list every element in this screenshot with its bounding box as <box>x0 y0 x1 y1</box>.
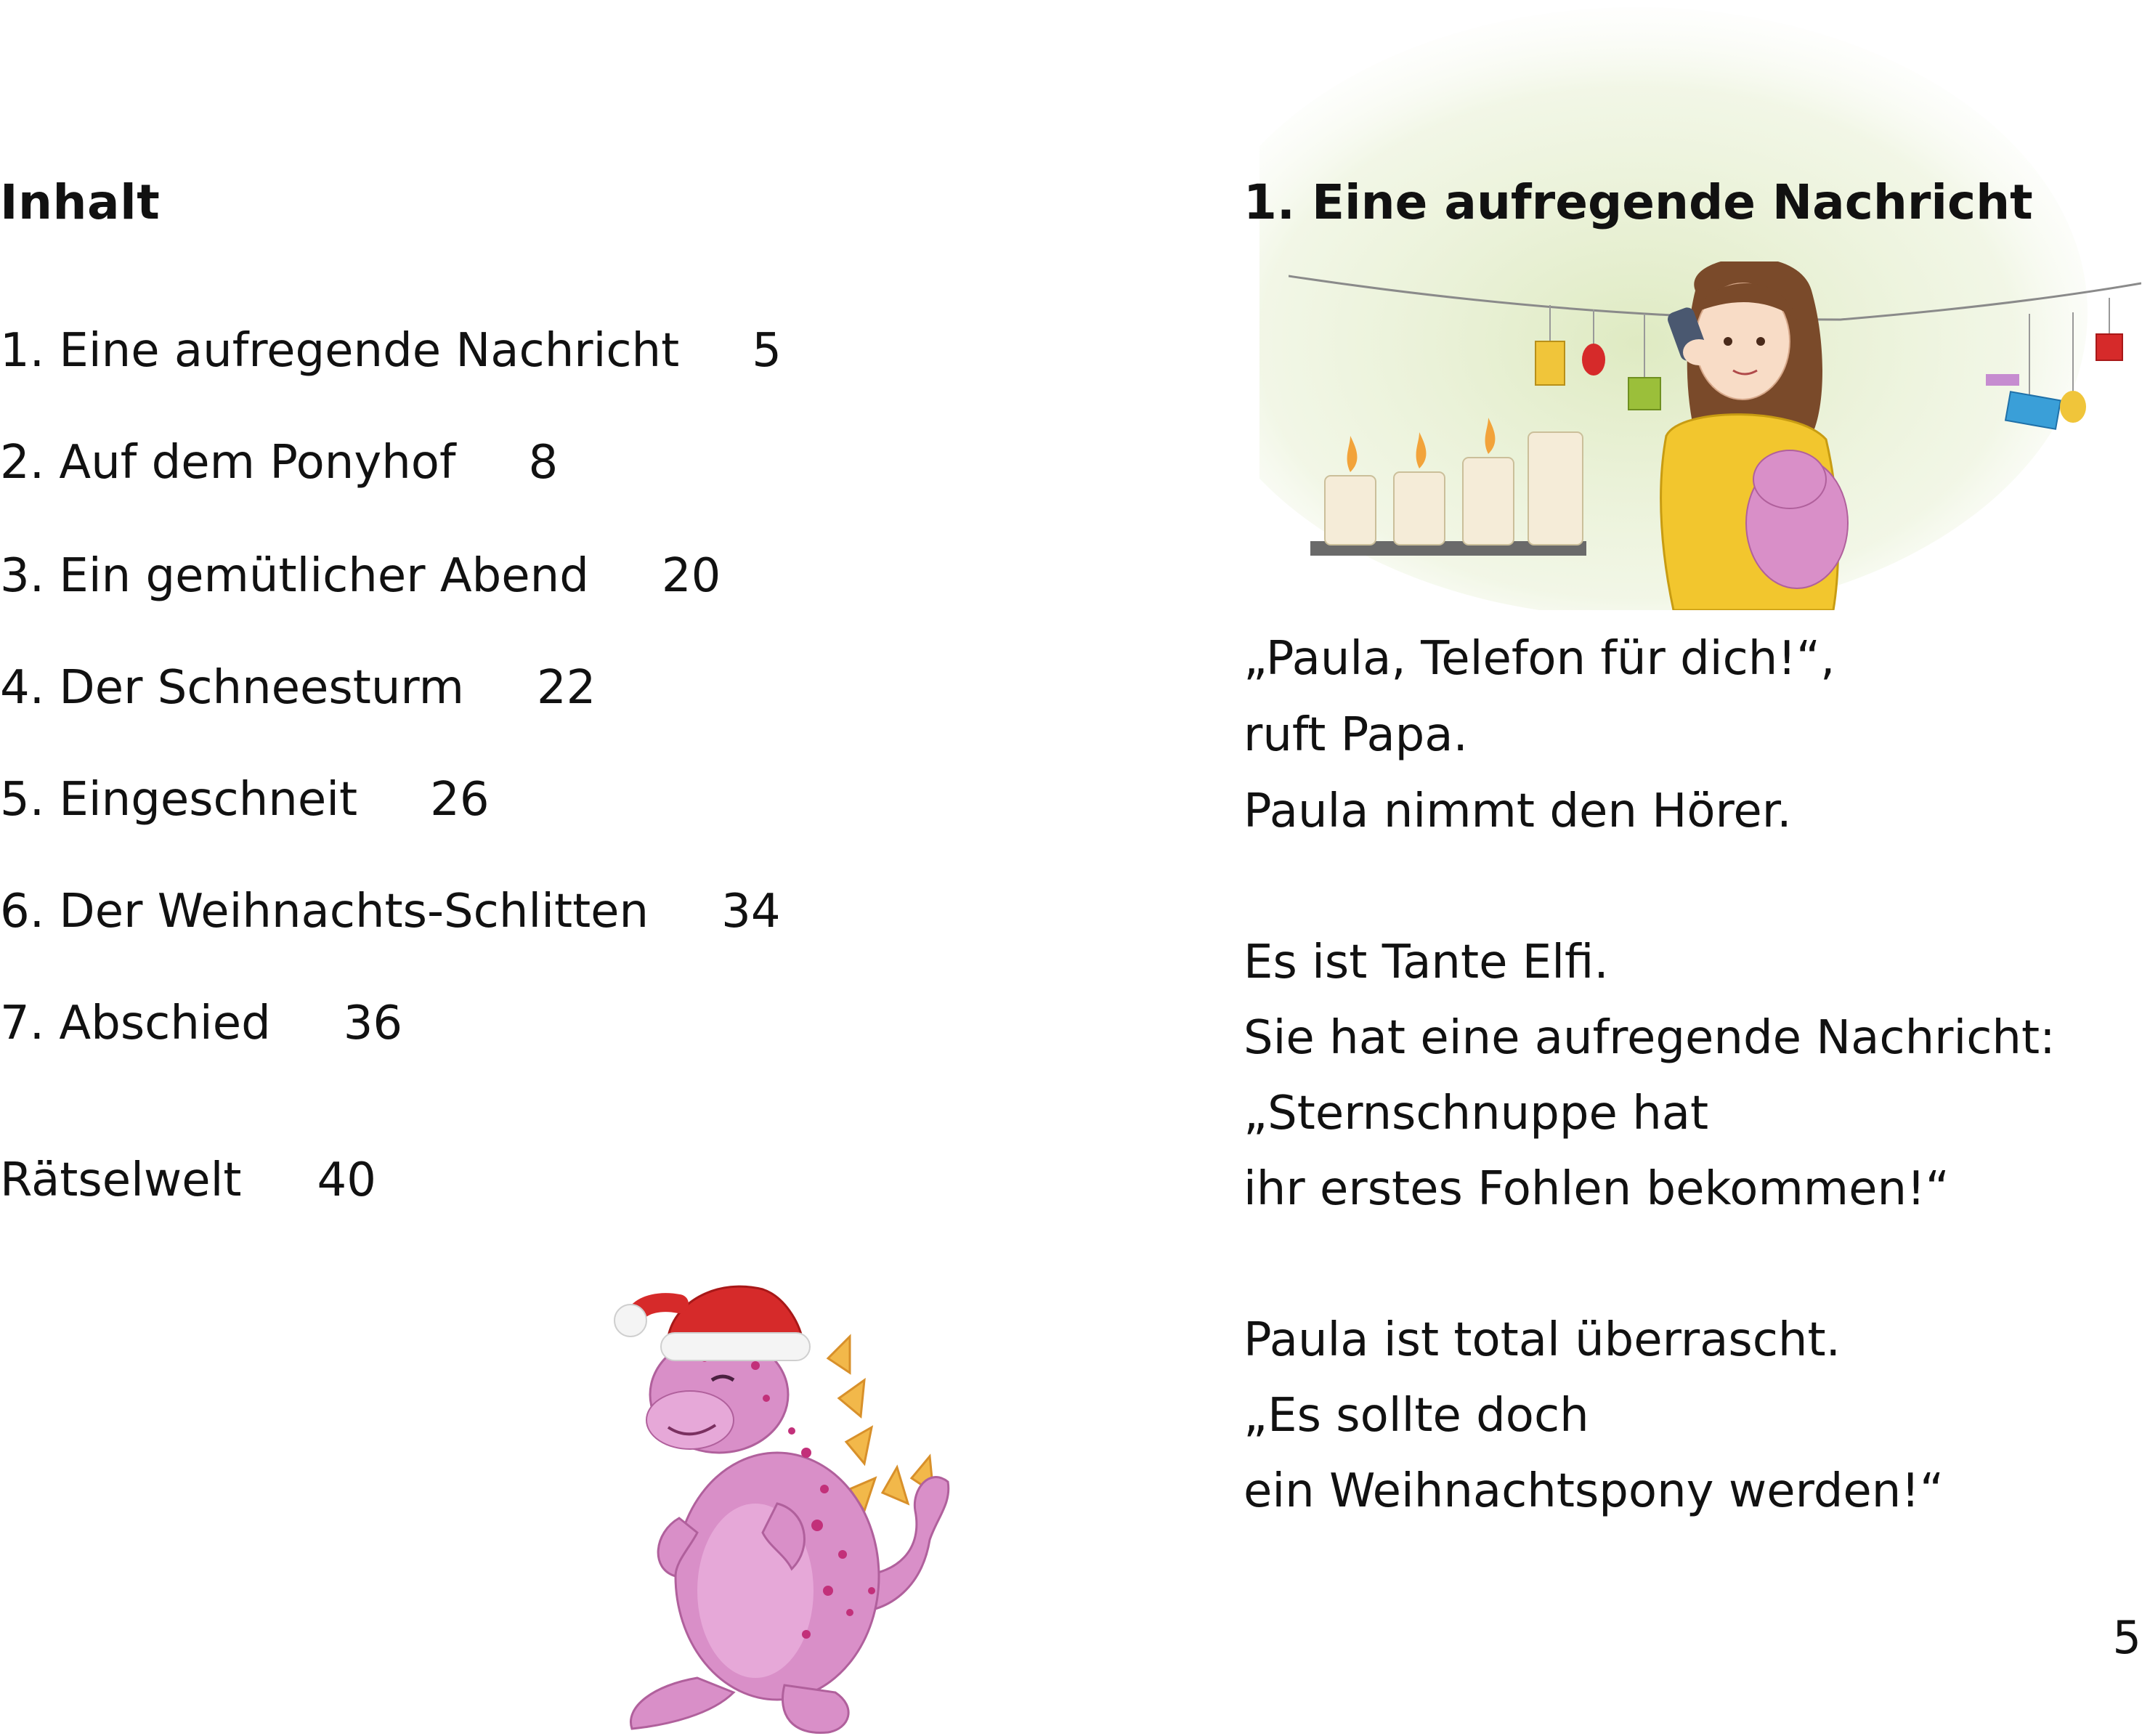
story-line-10: ein Weihnachtspony werden!“ <box>1244 1464 1944 1518</box>
toc-heading: Inhalt <box>0 174 161 230</box>
story-line-8: Paula ist total überrascht. <box>1244 1313 1841 1367</box>
paula-phone-illustration <box>1289 261 2141 610</box>
toc-entry-page: 20 <box>661 549 721 603</box>
toc-entry-title: 1. Eine aufregende Nachricht <box>0 324 680 378</box>
dragon-illustration <box>610 1271 959 1736</box>
chapter-heading: 1. Eine aufregende Nachricht <box>1244 174 2033 230</box>
toc-entry-title: Rätselwelt <box>0 1153 242 1207</box>
dragon-foot-right <box>783 1685 849 1733</box>
toc-entry-page: 5 <box>752 324 782 378</box>
right-page <box>1071 0 2141 1733</box>
toc-entry-page: 36 <box>343 997 403 1050</box>
story-line-3: Paula nimmt den Hörer. <box>1244 784 1792 838</box>
toc-entry-title: 6. Der Weihnachts-Schlitten <box>0 885 649 938</box>
toc-entry-title: 4. Der Schneesturm <box>0 661 464 715</box>
santa-hat-icon <box>614 1286 810 1360</box>
story-line-2: ruft Papa. <box>1244 708 1468 762</box>
toc-entry-6[interactable] <box>0 885 781 938</box>
toc-entry-7[interactable] <box>0 997 402 1050</box>
story-line-9: „Es sollte doch <box>1244 1389 1589 1443</box>
toc-entry-title: 3. Ein gemütlicher Abend <box>0 549 589 603</box>
advent-candles <box>1310 418 1586 556</box>
toc-entry-page: 8 <box>528 436 559 490</box>
toc-entry-title: 2. Auf dem Ponyhof <box>0 436 456 490</box>
toc-entry-4[interactable] <box>0 661 596 715</box>
toc-entry-title: 5. Eingeschneit <box>0 773 358 827</box>
story-line-5: Sie hat eine aufregende Nachricht: <box>1244 1011 2056 1065</box>
paula-figure <box>1661 261 1848 610</box>
page-number: 5 <box>2112 1611 2141 1664</box>
toc-entry-page: 26 <box>430 773 490 827</box>
left-page <box>0 0 1071 1733</box>
toc-entry-3[interactable] <box>0 549 721 603</box>
hanging-presents <box>1535 298 2122 429</box>
toc-entry-raetselwelt[interactable] <box>0 1153 376 1207</box>
story-line-4: Es ist Tante Elfi. <box>1244 936 1609 989</box>
toc-entry-page: 40 <box>317 1153 376 1207</box>
story-line-1: „Paula, Telefon für dich!“, <box>1244 632 1835 686</box>
toc-entry-2[interactable] <box>0 436 558 490</box>
toc-entry-1[interactable] <box>0 324 782 378</box>
dragon-foot-left <box>630 1678 734 1729</box>
story-line-6: „Sternschnuppe hat <box>1244 1087 1709 1140</box>
story-line-7: ihr erstes Fohlen bekommen!“ <box>1244 1162 1950 1216</box>
toc-entry-title: 7. Abschied <box>0 997 271 1050</box>
toc-entry-page: 22 <box>536 661 596 715</box>
toc-entry-5[interactable] <box>0 773 490 827</box>
toc-entry-page: 34 <box>721 885 781 938</box>
